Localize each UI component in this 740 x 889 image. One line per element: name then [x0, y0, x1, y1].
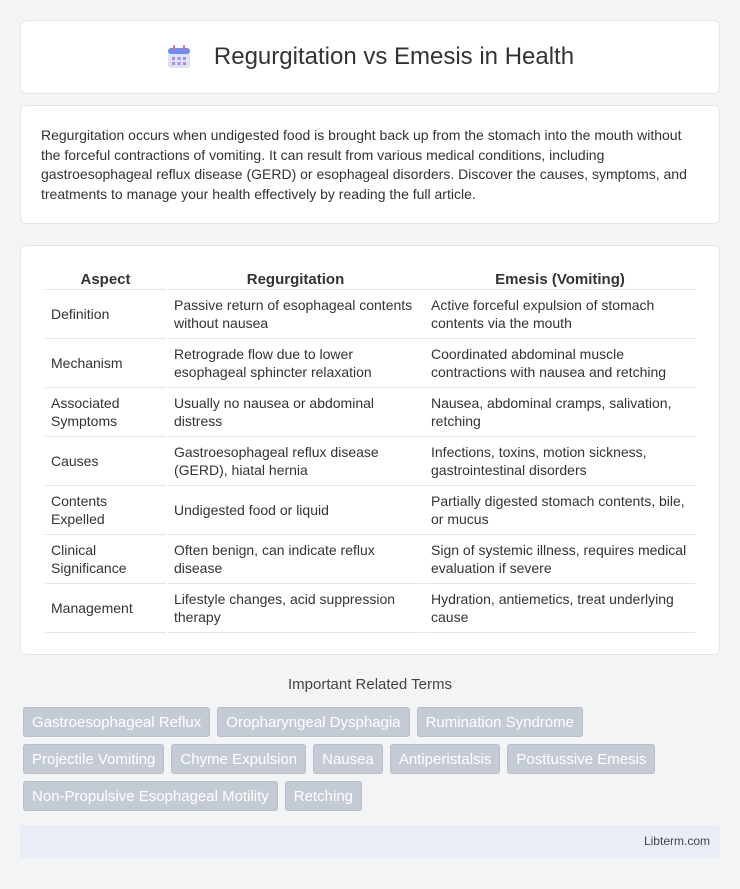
table-row — [45, 388, 695, 437]
emesis-cell: Active forceful expulsion of stomach contents via the mouth — [425, 290, 695, 339]
emesis-cell: Coordinated abdominal muscle contractions with nausea and retching — [425, 339, 695, 388]
footer-link[interactable]: Libterm.com — [643, 834, 710, 848]
term-tag[interactable]: Gastroesophageal Reflux — [23, 707, 210, 737]
term-tag[interactable]: Oropharyngeal Dysphagia — [217, 707, 409, 737]
emesis-cell: Partially digested stomach contents, bile, or mucus — [425, 486, 695, 535]
page-title: Regurgitation vs Emesis in Health — [213, 43, 575, 70]
term-tag[interactable]: Non-Propulsive Esophageal Motility — [23, 781, 278, 811]
aspect-cell: Clinical Significance — [45, 535, 166, 584]
table-row — [45, 584, 695, 633]
term-tag[interactable]: Retching — [285, 781, 362, 811]
emesis-cell: Sign of systemic illness, requires medical evaluation if severe — [425, 535, 695, 584]
regurgitation-cell: Passive return of esophageal contents without nausea — [168, 290, 423, 339]
header-aspect: Aspect — [45, 266, 166, 290]
regurgitation-cell: Undigested food or liquid — [168, 486, 423, 535]
term-tag[interactable]: Rumination Syndrome — [417, 707, 583, 737]
table-row — [45, 339, 695, 388]
comparison-card — [20, 245, 720, 655]
term-tag[interactable]: Antiperistalsis — [390, 744, 501, 774]
regurgitation-cell: Usually no nausea or abdominal distress — [168, 388, 423, 437]
aspect-cell: Mechanism — [45, 339, 166, 388]
regurgitation-cell: Gastroesophageal reflux disease (GERD), hiatal hernia — [168, 437, 423, 486]
header-card — [20, 20, 720, 94]
aspect-cell: Contents Expelled — [45, 486, 166, 535]
emesis-cell: Nausea, abdominal cramps, salivation, retching — [425, 388, 695, 437]
regurgitation-cell: Often benign, can indicate reflux disease — [168, 535, 423, 584]
emesis-cell: Hydration, antiemetics, treat underlying cause — [425, 584, 695, 633]
calendar-icon — [166, 44, 192, 70]
regurgitation-cell: Retrograde flow due to lower esophageal sphincter relaxation — [168, 339, 423, 388]
aspect-cell: Causes — [45, 437, 166, 486]
term-tag[interactable]: Chyme Expulsion — [171, 744, 306, 774]
table-header-row — [45, 266, 695, 290]
related-terms-list — [23, 707, 723, 818]
header-emesis: Emesis (Vomiting) — [425, 266, 695, 290]
footer — [20, 825, 720, 858]
related-terms-title: Important Related Terms — [288, 676, 452, 693]
table-row — [45, 290, 695, 339]
term-tag[interactable]: Posttussive Emesis — [507, 744, 655, 774]
table-row — [45, 486, 695, 535]
emesis-cell: Infections, toxins, motion sickness, gastrointestinal disorders — [425, 437, 695, 486]
aspect-cell: Associated Symptoms — [45, 388, 166, 437]
table-row — [45, 535, 695, 584]
aspect-cell: Management — [45, 584, 166, 633]
term-tag[interactable]: Projectile Vomiting — [23, 744, 164, 774]
intro-card — [20, 105, 720, 224]
comparison-table — [43, 266, 697, 633]
table-row — [45, 437, 695, 486]
intro-text: Regurgitation occurs when undigested food is brought back up from the stomach into the mouth without the forceful contractions of vomiting. It can result from various medical conditions, including gastroesophageal reflux disease (GERD) or esophageal disorders. Discover the causes, symptoms, and treatments to manage your health effectively by reading the full article. — [41, 127, 687, 202]
header-regurgitation: Regurgitation — [168, 266, 423, 290]
aspect-cell: Definition — [45, 290, 166, 339]
regurgitation-cell: Lifestyle changes, acid suppression therapy — [168, 584, 423, 633]
term-tag[interactable]: Nausea — [313, 744, 383, 774]
